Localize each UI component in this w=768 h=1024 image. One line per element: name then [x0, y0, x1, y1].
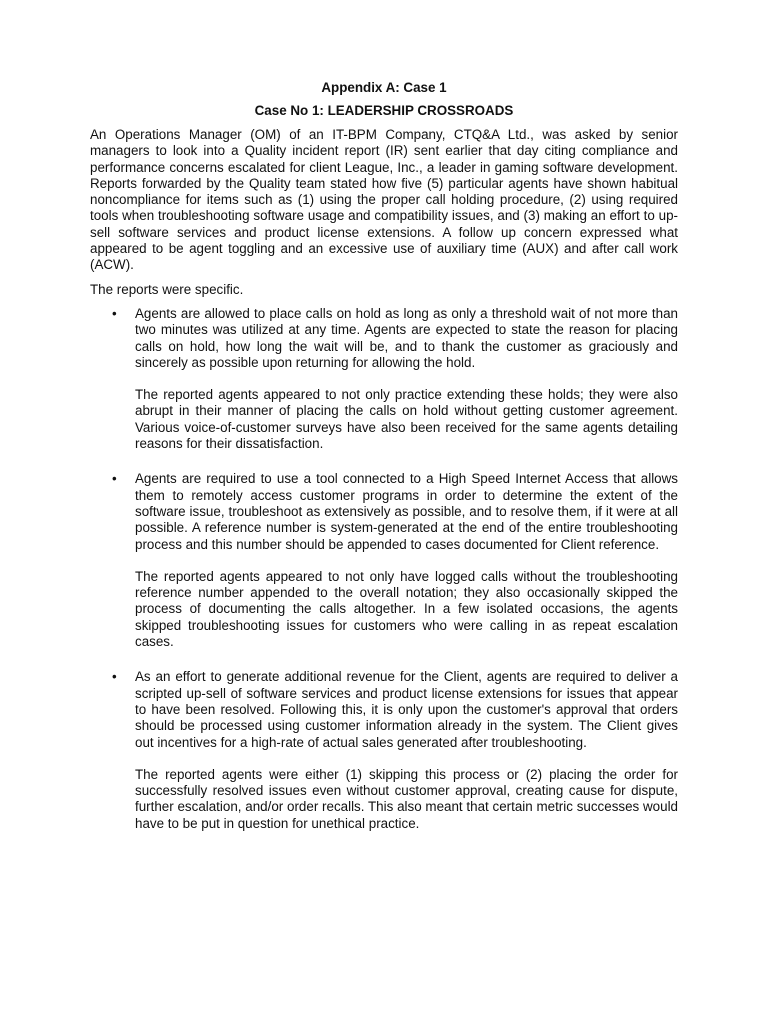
bullet-paragraph: The reported agents appeared to not only have logged calls without the troubleshooting reference number appended to the overall notation; they also occasionally skipped the process of documenting the calls altogether. In a few isolated occasions, the agents skipped troubleshooting issues for customers who were calling in as repeat escalation cases. — [135, 568, 678, 650]
intro-paragraph: An Operations Manager (OM) of an IT-BPM Company, CTQ&A Ltd., was asked by senior managers to look into a Quality incident report (IR) sent earlier that day citing compliance and performance concerns escalated for client League, Inc., a leader in gaming software development. Reports forwarded by the Quality team stated how five (5) particular agents have shown habitual noncompliance for items such as (1) using the proper call holding procedure, (2) using required tools when troubleshooting software usage and compatibility issues, and (3) making an effort to up-sell software services and product license extensions. A follow up concern expressed what appeared to be agent toggling and an excessive use of auxiliary time (AUX) and after call work (ACW). — [90, 127, 678, 273]
lead-paragraph: The reports were specific. — [90, 281, 244, 297]
bullet-paragraph: Agents are allowed to place calls on hold as long as only a threshold wait of not more than two minutes was utilized at any time. Agents are expected to state the reason for placing calls on hold, how long the wait will be, and to thank the customer as graciously and sincerely as possible upon returning for allowing the hold. — [135, 305, 678, 370]
appendix-heading: Appendix A: Case 1 — [321, 80, 447, 95]
bullet-icon: • — [112, 669, 117, 685]
list-item — [90, 306, 678, 452]
list-item — [90, 471, 678, 650]
case-title: Case No 1: LEADERSHIP CROSSROADS — [254, 103, 514, 118]
bullet-paragraph: As an effort to generate additional revenue for the Client, agents are required to deliver a scripted up-sell of software services and product license extensions for issues that appear to have been resolved. Following this, it is only upon the customer's approval that orders should be processed using customer information already in the system. The Client gives out incentives for a high-rate of actual sales generated after troubleshooting. — [135, 669, 678, 750]
bullet-list — [90, 306, 678, 832]
bullet-icon: • — [112, 305, 117, 321]
bullet-icon: • — [112, 471, 117, 487]
bullet-paragraph: Agents are required to use a tool connected to a High Speed Internet Access that allows them to remotely access customer programs in order to determine the extent of the software issue, troubleshoot as extensively as possible, and to resolve them, if it were at all possible. A reference number is system-generated at the end of the entire troubleshooting process and this number should be appended to cases documented for Client reference. — [135, 471, 678, 552]
list-item — [90, 669, 678, 832]
bullet-paragraph: The reported agents were either (1) skipping this process or (2) placing the order for successfully resolved issues even without customer approval, creating cause for dispute, further escalation, and/or order recalls. This also meant that certain metric successes would have to be put in question for unethical practice. — [135, 766, 678, 831]
bullet-paragraph: The reported agents appeared to not only practice extending these holds; they were also abrupt in their manner of placing the calls on hold without getting customer agreement. Various voice-of-customer surveys have also been received for the same agents detailing reasons for their dissatisfaction. — [135, 387, 678, 452]
